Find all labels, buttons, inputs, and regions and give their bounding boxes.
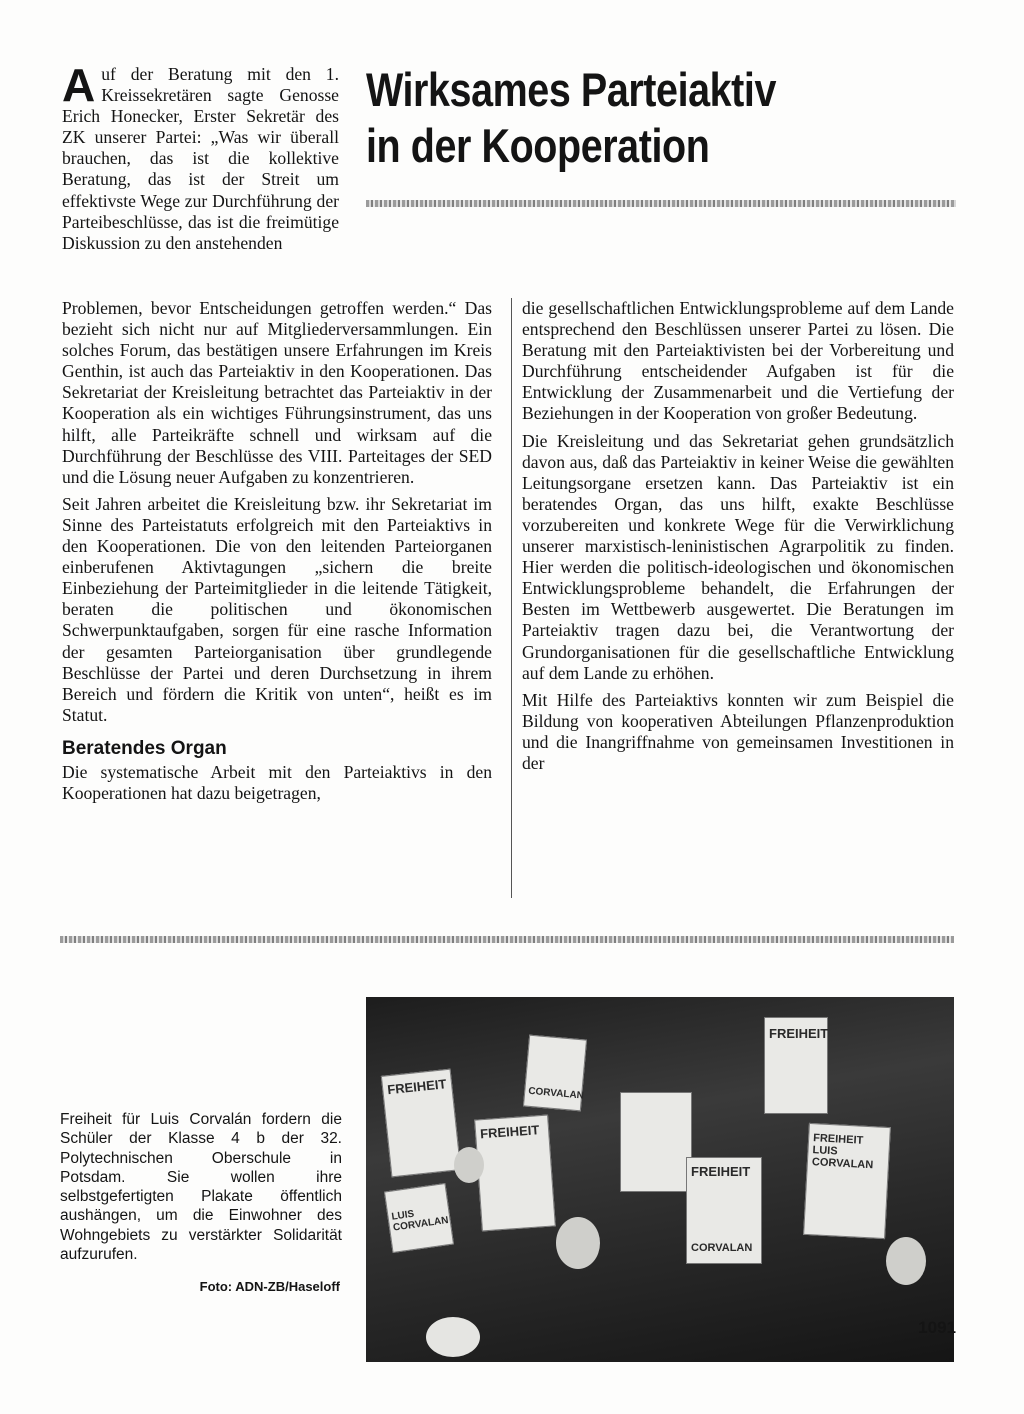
column-divider <box>511 298 512 898</box>
left-column <box>62 298 492 804</box>
poster-text: CORVALAN <box>527 1085 585 1102</box>
headline-line-1: Wirksames Parteiaktiv <box>366 63 777 116</box>
photo-caption: Freiheit für Luis Corvalán fordern die Schüler der Klasse 4 b der 32. Polytechnischen Oberschule in Potsdam. Sie wollen ihre selbstgefertigten Plakate öffentlich aushängen, um die Einwohner des Wohngebiets zu verstärkter Solidarität aufzurufen. <box>60 1111 342 1264</box>
intro-text: uf der Beratung mit den 1. Kreissekretären sagte Genosse Erich Honecker, Erster Sekretär des ZK unserer Partei: „Was wir überall brauchen, das ist die kollektive Beratung, das ist der Streit um effektivste Wege zur Durchführung der Parteibeschlüsse, das ist die freimütige Diskussion zu den anstehenden <box>62 64 339 253</box>
poster <box>474 1115 556 1232</box>
right-paragraph-3: Mit Hilfe des Parteiaktivs konnten wir zum Beispiel die Bildung von kooperativen Abteilungen Pflanzenproduktion und die Inangriffnahme von gemeinsamen Investitionen in der <box>522 689 954 773</box>
poster <box>523 1035 587 1112</box>
student-face <box>454 1147 484 1183</box>
student-face <box>886 1237 926 1285</box>
subheading: Beratendes Organ <box>62 737 227 759</box>
poster-text: CORVALAN <box>691 1242 753 1254</box>
poster-text: LUIS CORVALAN <box>390 1208 450 1234</box>
student-hand <box>426 1317 480 1357</box>
intro-paragraph <box>62 59 339 254</box>
headline-rule <box>366 200 956 207</box>
photo-credit: Foto: ADN-ZB/Haseloff <box>199 1279 340 1294</box>
poster <box>764 1017 828 1114</box>
article-headline <box>366 62 870 174</box>
left-paragraph-3: Die systematische Arbeit mit den Parteiaktivs in den Kooperationen hat dazu beigetragen, <box>62 761 492 804</box>
drop-cap: A <box>62 59 96 111</box>
poster-text: FREIHEIT <box>479 1122 540 1142</box>
right-paragraph-1: die gesellschaftlichen Entwicklungsprobleme auf dem Lande entsprechend den Beschlüssen unserer Partei zu lösen. Die Beratung mit den Parteiaktivisten bei der Vorbereitung und Durchführung entscheidender Aufgaben ist für die Entwicklung der Zusammenarbeit und die Vertiefung der Beziehungen in der Kooperation von großer Bedeutung. <box>522 298 954 424</box>
poster-text: FREIHEIT LUIS CORVALAN <box>811 1132 874 1172</box>
right-paragraph-2: Die Kreisleitung und das Sekretariat gehen grundsätzlich davon aus, daß das Parteiaktiv in keiner Weise die gewählten Leitungsorgane ersetzen kann. Das Parteiaktiv ist ein beratendes Organ, das uns hilft, exakte Beschlüsse vorzubereiten und konkrete Wege für die Verwirklichung unserer marxistisch-leninistischen Agrarpolitik zu finden. Hier werden die politisch-ideologischen und ökonomischen Entwicklungsprobleme behandelt, die Erfahrungen der Besten im Wettbewerb ausgewertet. Die Beratungen im Parteiaktiv tragen dazu bei, die Verantwortung der Grundorganisationen für die gesellschaftliche Entwicklung auf dem Lande zu erhöhen. <box>522 430 954 683</box>
page-number: 1091 <box>918 1318 956 1337</box>
poster <box>384 1183 454 1253</box>
poster <box>381 1069 461 1178</box>
section-rule <box>60 936 954 943</box>
poster-text: FREIHEIT <box>386 1076 448 1098</box>
poster-text: FREIHEIT <box>691 1164 751 1179</box>
student-face <box>556 1217 600 1269</box>
headline-line-2: in der Kooperation <box>366 119 710 172</box>
left-paragraph-1: Problemen, bevor Entscheidungen getroffen werden.“ Das bezieht sich nicht nur auf Mitgliederversammlungen. Ein solches Forum, das bestätigen unsere Erfahrungen im Kreis Genthin, ist auch das Parteiaktiv in den Kooperationen. Das Sekretariat der Kreisleitung betrachtet das Parteiaktiv in der Kooperation als ein wichtiges Führungsinstrument, das uns hilft, alle Parteikräfte schnell und wirksam auf die Durchführung der Beschlüsse des VIII. Parteitages der SED und die Lösung neuer Aufgaben zu konzentrieren. <box>62 298 492 487</box>
poster <box>686 1157 762 1264</box>
poster <box>803 1123 891 1239</box>
photo-students-with-posters <box>366 997 954 1362</box>
poster <box>620 1092 692 1192</box>
right-column <box>522 298 954 774</box>
left-paragraph-2: Seit Jahren arbeitet die Kreisleitung bzw. ihr Sekretariat im Sinne des Parteistatuts erfolgreich mit den Parteiaktivs in den Kooperationen. Die von den leitenden Parteiorganen einberufenen Aktivtagungen „sichern die breite Einbeziehung der Parteimitglieder in die leitende Tätigkeit, beraten die politischen und ökonomischen Schwerpunktaufgaben, sorgen für eine rasche Information der gesamten Parteiorganisation über grundlegende Beschlüsse der Partei und deren Durchsetzung in ihrem Bereich und fördern die Kritik von unten“, heißt es im Statut. <box>62 493 492 725</box>
poster-text: FREIHEIT <box>769 1026 829 1041</box>
